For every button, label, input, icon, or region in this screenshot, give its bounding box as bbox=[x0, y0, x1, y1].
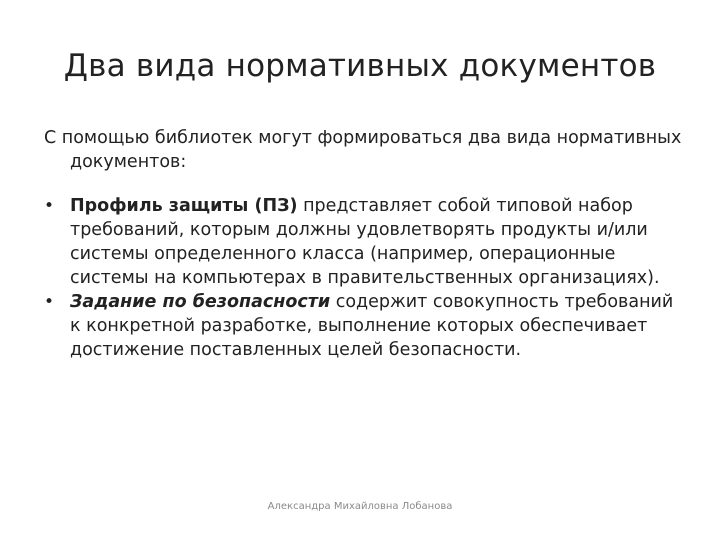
bullet-list bbox=[44, 194, 684, 362]
bullet-icon: • bbox=[44, 292, 55, 312]
bullet-term-profile: Профиль защиты (ПЗ) bbox=[70, 196, 298, 216]
slide-title: Два вида нормативных документов bbox=[63, 48, 657, 84]
bullet-text-security-target: содержит совокупность требований к конкретной разработке, выполнение которых обеспечивает достижение поставленных целей безопасности. bbox=[70, 292, 674, 360]
slide-body bbox=[44, 126, 684, 362]
bullet-item-profile bbox=[44, 194, 684, 290]
bullet-text-profile: представляет собой типовой набор требований, которым должны удовлетворять продукты и/или системы определенного класса (например, операционные системы на компьютерах в правительственных организациях). bbox=[70, 196, 660, 288]
bullet-item-security-target bbox=[44, 290, 684, 362]
bullet-term-security-target: Задание по безопасности bbox=[70, 292, 331, 312]
intro-paragraph: С помощью библиотек могут формироваться два вида нормативных документов: bbox=[44, 128, 682, 172]
bullet-icon: • bbox=[44, 196, 55, 216]
footer-author: Александра Михайловна Лобанова bbox=[267, 501, 453, 512]
